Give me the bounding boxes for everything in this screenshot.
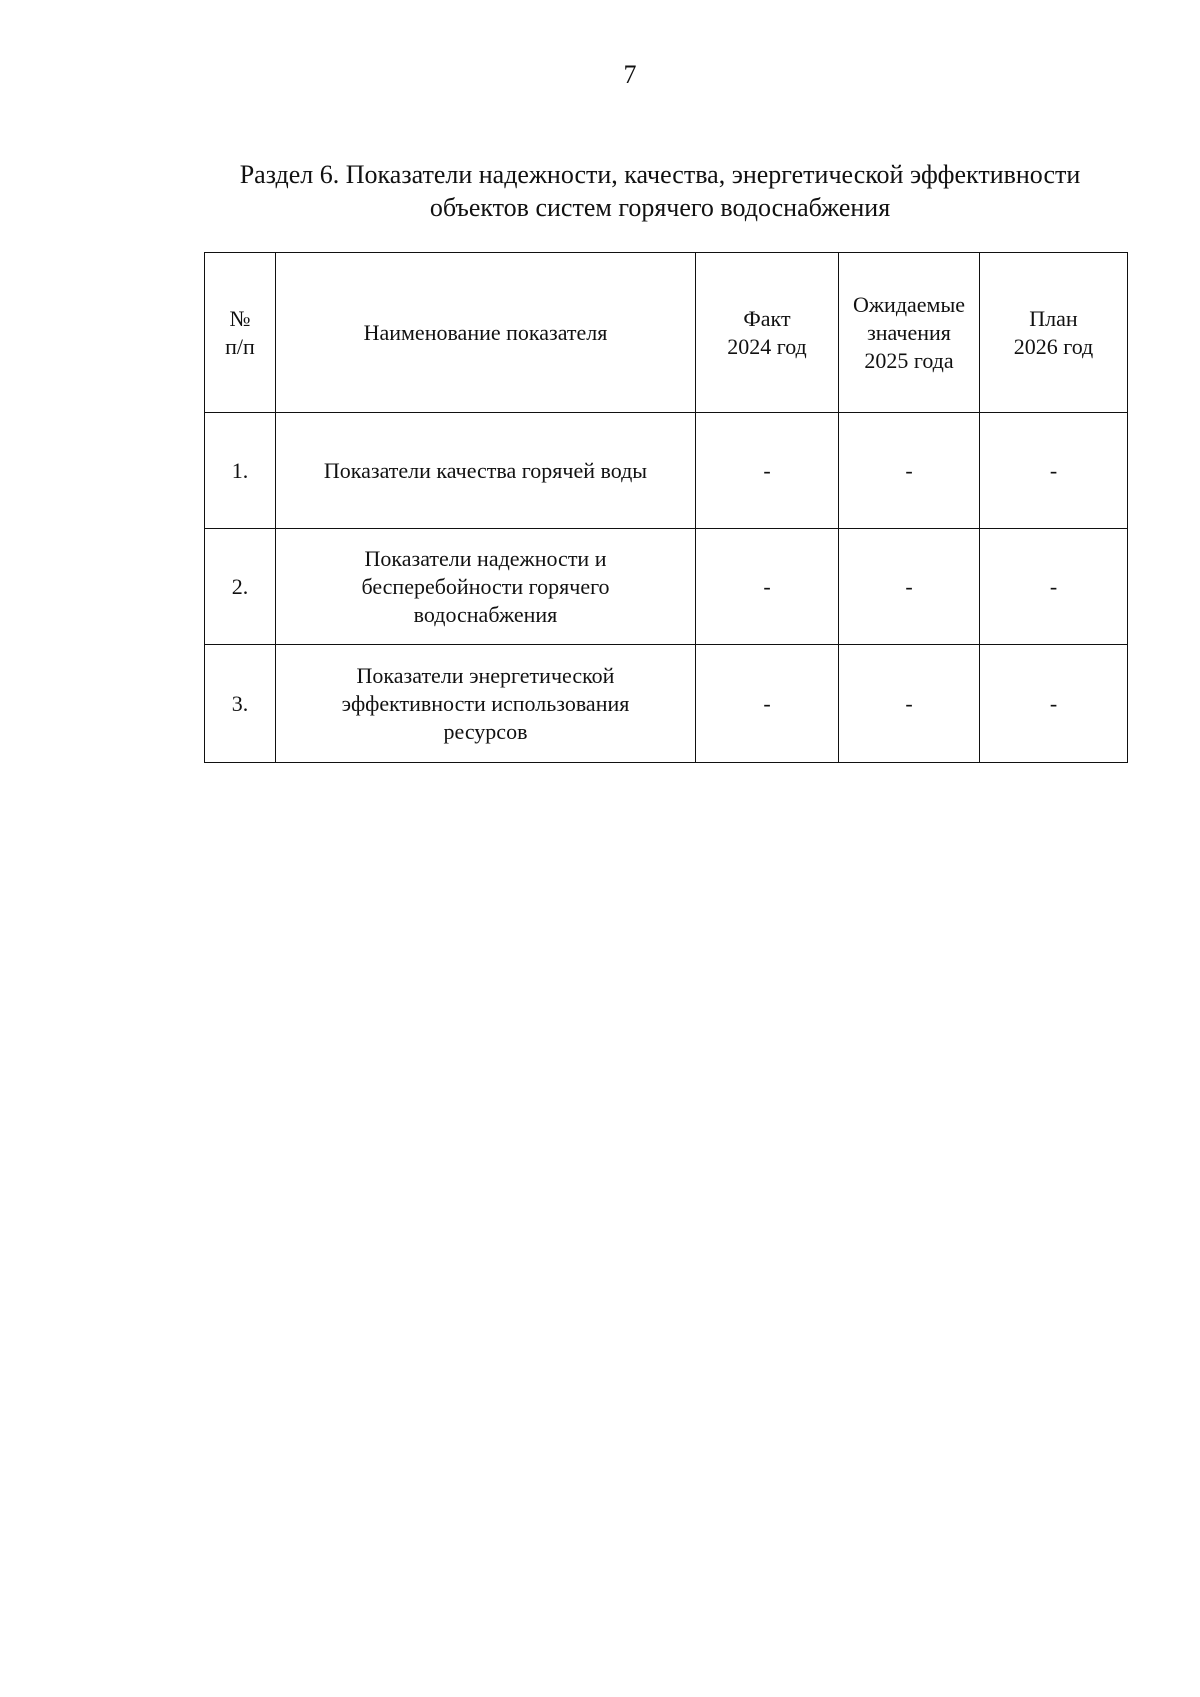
header-expected-line: значения: [867, 319, 951, 345]
row-name-line: Показатели энергетической: [356, 662, 615, 688]
header-fact-line: Факт: [743, 305, 791, 331]
row-fact: -: [696, 645, 839, 763]
row-name-line: Показатели качества горячей воды: [323, 457, 648, 483]
row-num: 2.: [205, 529, 276, 645]
header-num: [205, 253, 276, 413]
page-number: 7: [623, 60, 637, 89]
indicators-table: [204, 252, 1128, 763]
section-title-line-2: объектов систем горячего водоснабжения: [429, 193, 891, 222]
header-fact: [696, 253, 839, 413]
table-header-row: [205, 253, 1128, 413]
header-plan-line: План: [1029, 305, 1078, 331]
section-title: [190, 158, 1130, 224]
row-plan: -: [980, 529, 1128, 645]
section-title-line-1: Раздел 6. Показатели надежности, качества, энергетической эффективности: [239, 160, 1081, 189]
row-expected: -: [839, 413, 980, 529]
row-name: [276, 529, 696, 645]
header-name: [276, 253, 696, 413]
row-name: [276, 645, 696, 763]
header-fact-line: 2024 год: [727, 333, 807, 359]
row-name-line: Показатели надежности и: [364, 545, 607, 571]
row-plan: -: [980, 645, 1128, 763]
header-expected-line: 2025 года: [864, 347, 954, 373]
row-expected: -: [839, 529, 980, 645]
table-row: [205, 529, 1128, 645]
header-name-line: Наименование показателя: [363, 319, 608, 345]
row-num: 1.: [205, 413, 276, 529]
row-name-line: водоснабжения: [413, 601, 558, 627]
row-name-line: ресурсов: [443, 718, 528, 744]
row-plan: -: [980, 413, 1128, 529]
row-name-line: эффективности использования: [341, 690, 630, 716]
header-expected-line: Ожидаемые: [852, 291, 966, 317]
header-plan-line: 2026 год: [1013, 333, 1094, 359]
header-expected: [839, 253, 980, 413]
row-fact: -: [696, 529, 839, 645]
row-num: 3.: [205, 645, 276, 763]
row-fact: -: [696, 413, 839, 529]
header-num-line: п/п: [225, 333, 255, 359]
row-name: [276, 413, 696, 529]
table-row: [205, 645, 1128, 763]
header-plan: [980, 253, 1128, 413]
header-num-line: №: [229, 305, 251, 331]
row-name-line: бесперебойности горячего: [361, 573, 610, 599]
row-expected: -: [839, 645, 980, 763]
table-row: [205, 413, 1128, 529]
